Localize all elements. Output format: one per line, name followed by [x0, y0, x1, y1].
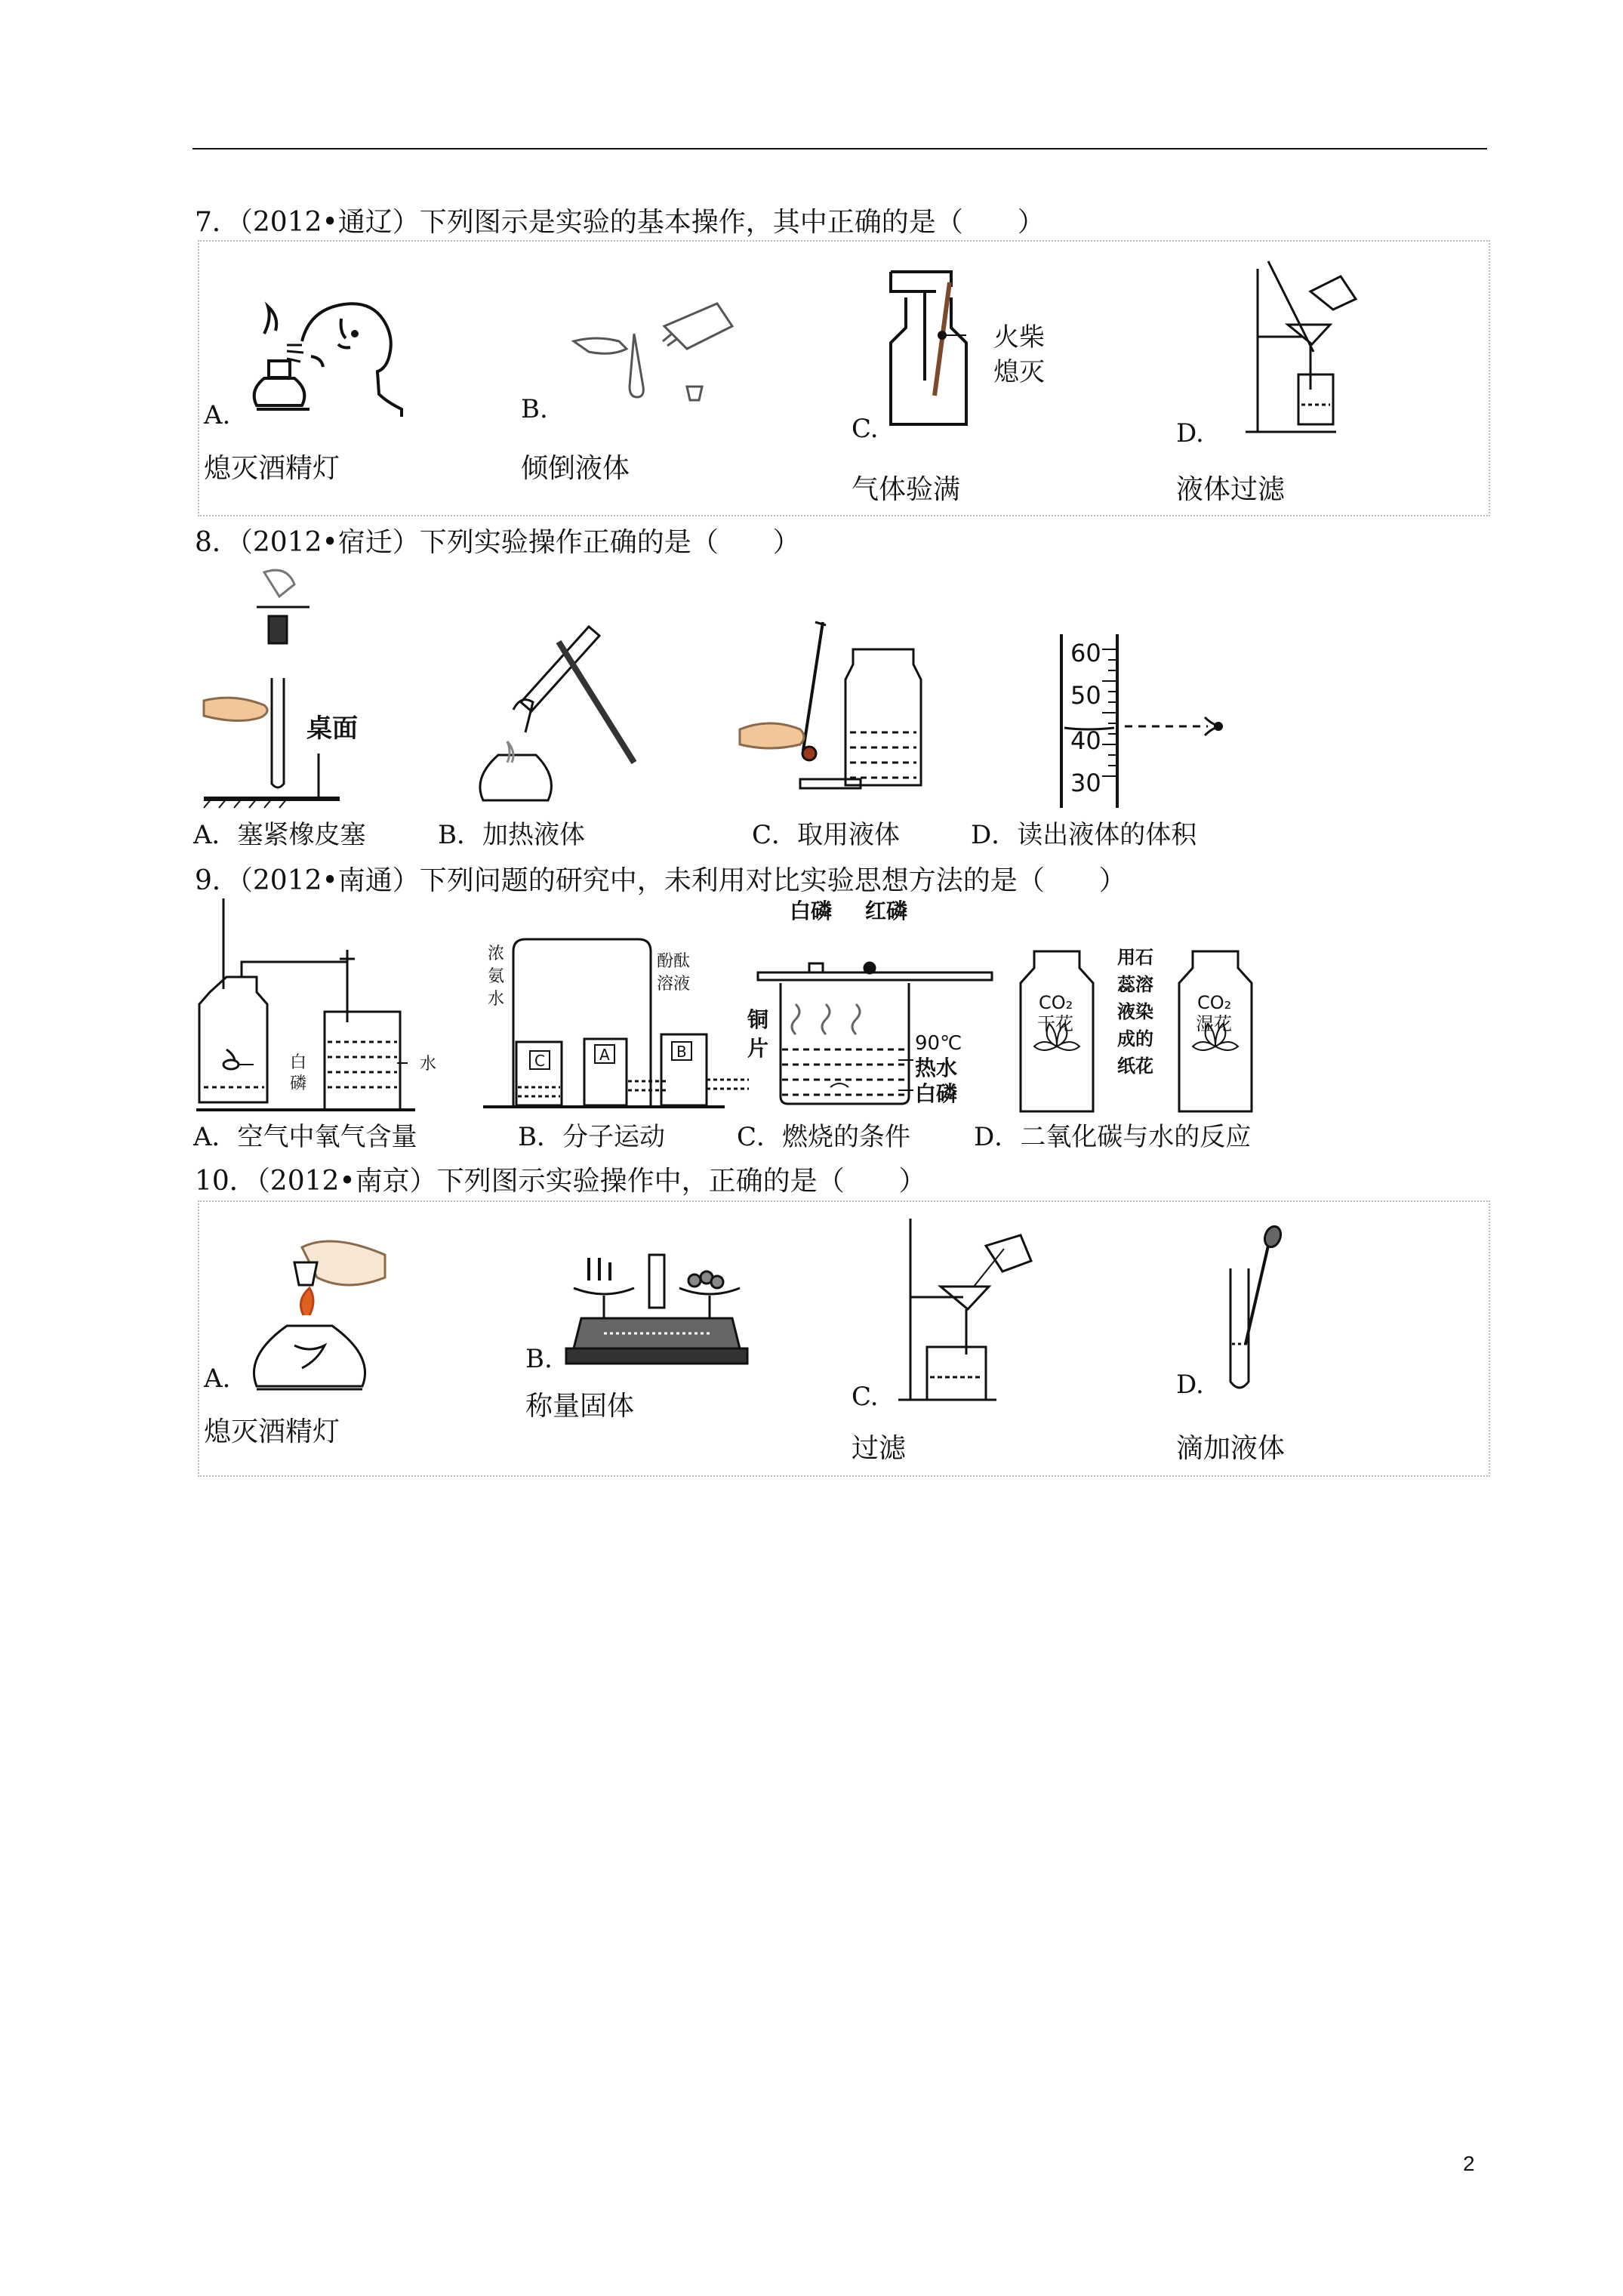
q7-c-letter: C.	[852, 414, 879, 444]
q9-d-text-2: 干花	[1037, 1013, 1073, 1034]
q8-b-figure	[468, 619, 649, 808]
q9-b-text-7: A	[599, 1046, 610, 1064]
q7-a-caption: 熄灭酒精灯	[204, 453, 340, 484]
q9-c-text-2: 红磷	[865, 898, 908, 923]
q9-b-text-8: B	[676, 1043, 687, 1061]
q7-a-letter: A.	[204, 400, 231, 430]
q9-b-label: B．分子运动	[518, 1122, 665, 1152]
q9-c-text-1: 白磷	[790, 898, 833, 923]
q10-c-figure	[891, 1219, 1049, 1407]
q7-c-text-2: 熄灭	[993, 357, 1045, 387]
q9-a-text-1: 白	[290, 1053, 307, 1072]
q7-d-letter: D.	[1176, 418, 1204, 448]
q7-d-figure	[1238, 261, 1404, 442]
q8-a-label: A．塞紧橡皮塞	[193, 820, 366, 850]
q7-c-text-1: 火柴	[993, 322, 1045, 353]
q7-c-caption: 气体验满	[852, 474, 961, 505]
q8-c-label: C．取用液体	[752, 820, 901, 850]
q8-stem: 8．（2012•宿迁）下列实验操作正确的是（ ）	[195, 527, 800, 558]
q9-a-text-2: 磷	[290, 1074, 307, 1093]
q8-d-label: D．读出液体的体积	[971, 820, 1197, 850]
q9-d-text-1: CO₂	[1039, 992, 1073, 1013]
q8-c-figure	[740, 619, 936, 808]
q9-d-text-3: 用石	[1117, 947, 1153, 968]
q9-b-figure	[483, 936, 732, 1110]
q7-c-figure	[883, 267, 1087, 433]
q9-c-label: C．燃烧的条件	[737, 1122, 911, 1152]
q10-d-figure	[1215, 1223, 1298, 1397]
q9-b-text-1: 浓	[488, 945, 505, 963]
q10-b-figure	[566, 1250, 747, 1379]
q10-a-caption: 熄灭酒精灯	[204, 1416, 340, 1447]
q9-d-text-9: 湿花	[1196, 1013, 1232, 1034]
q8-b-label: B．加热液体	[438, 820, 585, 850]
q7-a-figure	[242, 273, 408, 424]
q10-b-caption: 称量固体	[525, 1391, 635, 1422]
q9-c-text-6: 热水	[915, 1056, 958, 1080]
q9-a-text-3: 水	[420, 1055, 437, 1074]
q9-b-text-6: C	[534, 1052, 545, 1070]
q9-c-text-5: 90℃	[915, 1032, 962, 1055]
q8-a-figure	[204, 565, 385, 805]
q9-d-text-6: 成的	[1117, 1028, 1153, 1049]
q9-a-figure	[196, 898, 453, 1110]
q8-d-tick-60: 60	[1070, 639, 1101, 667]
q7-stem: 7．（2012•通辽）下列图示是实验的基本操作，其中正确的是（ ）	[195, 207, 1045, 238]
q7-b-letter: B.	[521, 394, 548, 424]
q10-stem: 10．（2012•南京）下列图示实验操作中，正确的是（ ）	[195, 1166, 926, 1197]
q9-b-text-2: 氨	[488, 967, 505, 986]
q8-a-desk-label: 桌面	[306, 713, 358, 744]
q9-d-text-8: CO₂	[1197, 992, 1232, 1013]
q9-c-text-7: 白磷	[915, 1081, 958, 1106]
q7-d-caption: 液体过滤	[1176, 474, 1286, 505]
q10-d-caption: 滴加液体	[1176, 1433, 1286, 1464]
page-number: 2	[1463, 2152, 1475, 2175]
q9-d-label: D．二氧化碳与水的反应	[974, 1122, 1252, 1152]
q7-b-caption: 倾倒液体	[521, 453, 630, 484]
q9-a-label: A．空气中氧气含量	[193, 1122, 417, 1152]
q8-d-tick-30: 30	[1070, 769, 1101, 797]
q10-c-caption: 过滤	[852, 1433, 907, 1464]
q9-d-text-4: 蕊溶	[1117, 974, 1153, 995]
q9-d-text-7: 纸花	[1117, 1056, 1153, 1077]
q10-a-letter: A.	[204, 1364, 231, 1394]
q8-d-figure	[1057, 634, 1238, 808]
q9-c-text-3: 铜	[747, 1007, 769, 1032]
q8-d-tick-40: 40	[1070, 726, 1101, 755]
q10-c-letter: C.	[852, 1382, 879, 1412]
q8-d-tick-50: 50	[1070, 681, 1101, 710]
q9-b-text-4: 酚酞	[657, 952, 691, 971]
q7-b-figure	[559, 281, 740, 424]
q9-d-figure	[1012, 948, 1261, 1114]
q10-a-figure	[242, 1232, 393, 1392]
q10-d-letter: D.	[1176, 1370, 1204, 1400]
q9-b-text-5: 溶液	[657, 975, 691, 994]
q9-d-text-5: 液染	[1117, 1001, 1153, 1022]
q9-b-text-3: 水	[488, 990, 505, 1009]
header-rule	[192, 148, 1487, 149]
q9-stem: 9．（2012•南通）下列问题的研究中，未利用对比实验思想方法的是（ ）	[195, 865, 1126, 896]
q9-c-figure	[747, 898, 989, 1114]
q9-c-text-4: 片	[747, 1036, 769, 1061]
q10-b-letter: B.	[525, 1344, 553, 1374]
